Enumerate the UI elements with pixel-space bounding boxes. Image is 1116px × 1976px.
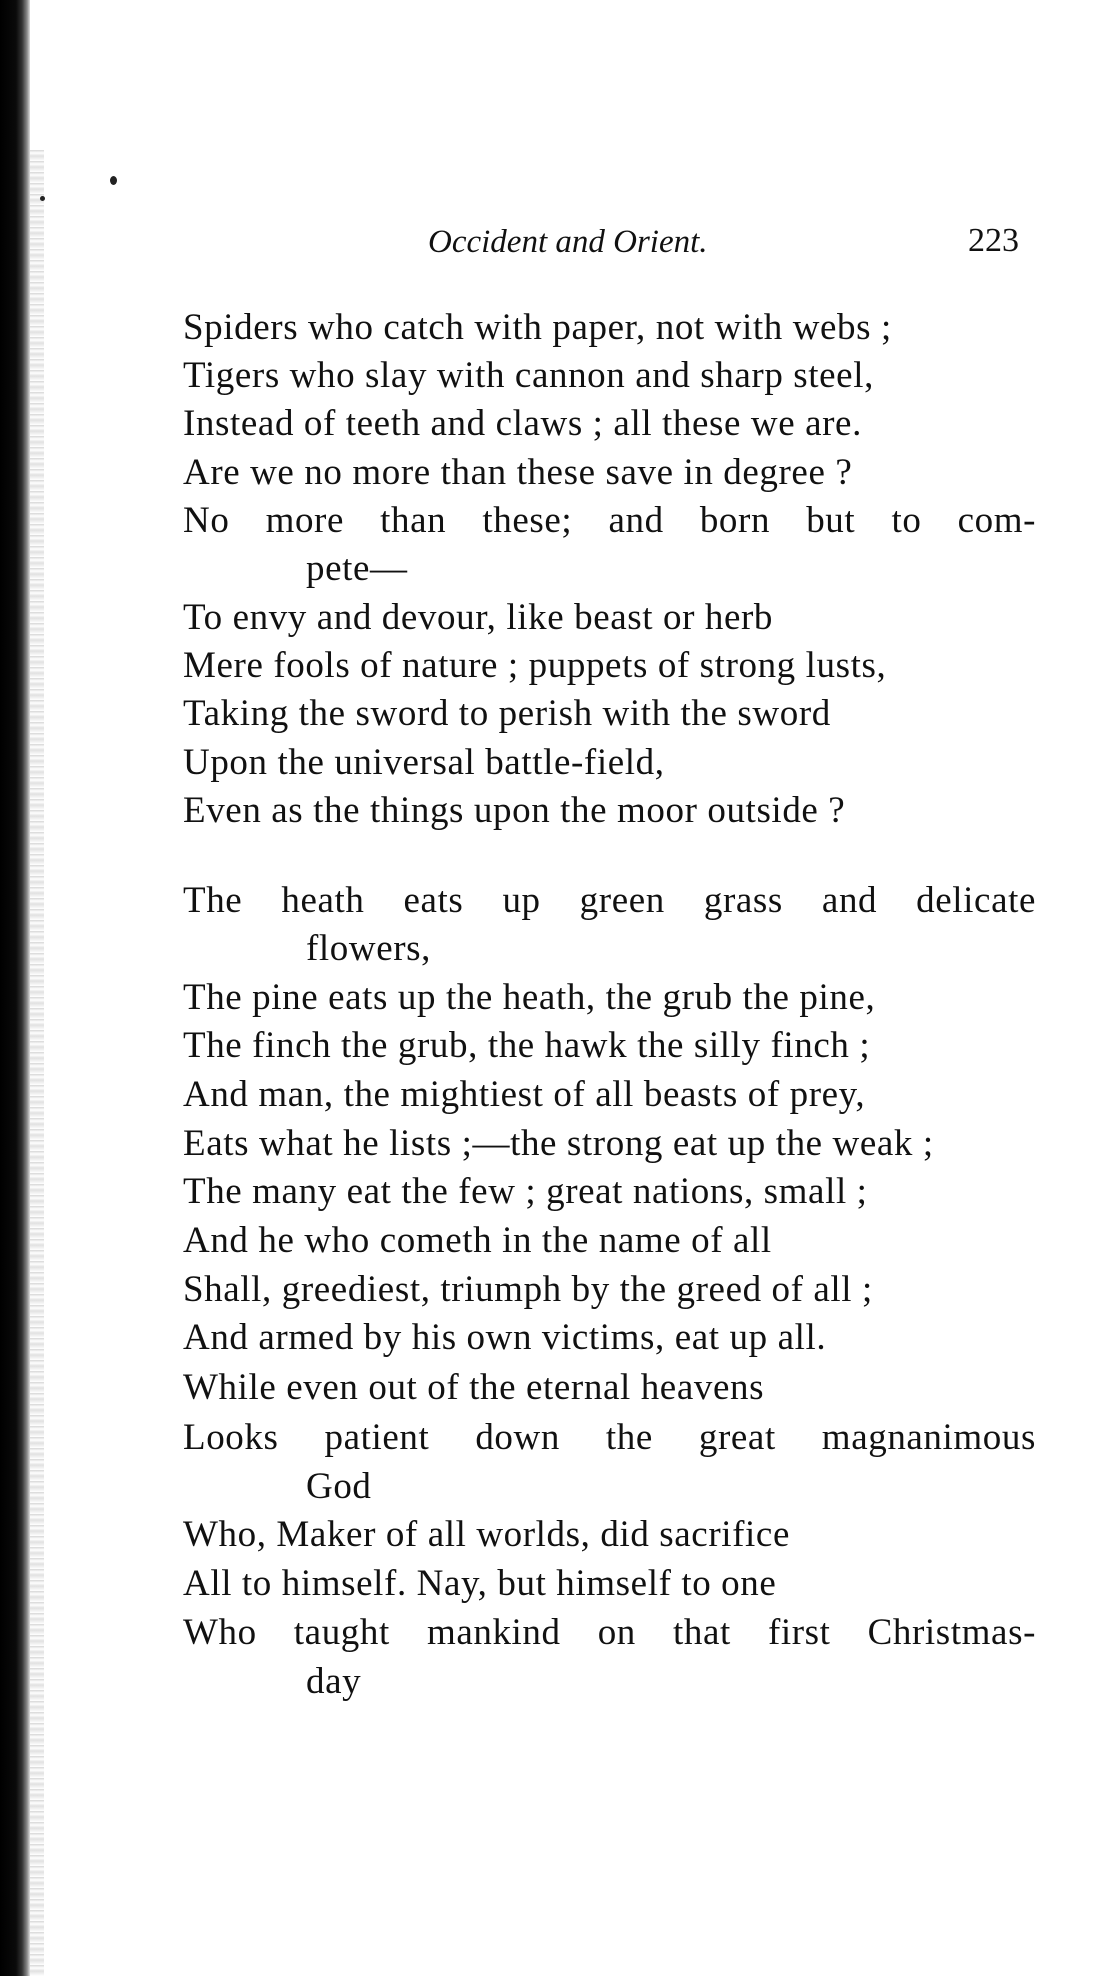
poem-line: Shall, greediest, triumph by the greed of all ; — [183, 1269, 873, 1310]
ink-speck — [110, 176, 117, 185]
poem-line: While even out of the eternal heavens — [183, 1367, 765, 1408]
poem-line: Eats what he lists ;—the strong eat up the weak ; — [183, 1123, 934, 1164]
poem-line: The many eat the few ; great nations, small ; — [183, 1171, 868, 1212]
poem-line: pete— — [306, 548, 408, 589]
poem-line: God — [306, 1466, 372, 1507]
poem-line: Spiders who catch with paper, not with webs ; — [183, 307, 892, 348]
running-header-title: Occident and Orient. — [428, 224, 708, 260]
poem-line: The pine eats up the heath, the grub the pine, — [183, 977, 876, 1018]
poem-line: Looks patient down the great magnanimous — [183, 1417, 1036, 1458]
poem-line: day — [306, 1661, 362, 1702]
poem-line: Are we no more than these save in degree ? — [183, 452, 853, 493]
book-gutter-texture — [30, 150, 44, 1976]
poem-line: The heath eats up green grass and delicate — [183, 880, 1036, 921]
poem-line: flowers, — [306, 928, 432, 969]
poem-line: All to himself. Nay, but himself to one — [183, 1563, 777, 1604]
poem-line: The finch the grub, the hawk the silly finch ; — [183, 1025, 871, 1066]
poem-line: And man, the mightiest of all beasts of prey, — [183, 1074, 866, 1115]
book-spine-shadow — [0, 0, 30, 1976]
poem-line: Who taught mankind on that first Christmas- — [183, 1612, 1036, 1653]
poem-line: Instead of teeth and claws ; all these we are. — [183, 403, 862, 444]
poem-line: And he who cometh in the name of all — [183, 1220, 772, 1261]
poem-line: And armed by his own victims, eat up all. — [183, 1317, 827, 1358]
poem-line: Who, Maker of all worlds, did sacrifice — [183, 1514, 790, 1555]
poem-line: Tigers who slay with cannon and sharp steel, — [183, 355, 874, 396]
poem-line: Taking the sword to perish with the sword — [183, 693, 831, 734]
ink-speck — [40, 196, 45, 201]
poem-line: No more than these; and born but to com- — [183, 500, 1036, 541]
poem-line: Upon the universal battle-field, — [183, 742, 665, 783]
poem-line: Mere fools of nature ; puppets of strong lusts, — [183, 645, 887, 686]
poem-line: Even as the things upon the moor outside ? — [183, 790, 846, 831]
page-number: 223 — [968, 222, 1019, 259]
poem-line: To envy and devour, like beast or herb — [183, 597, 773, 638]
